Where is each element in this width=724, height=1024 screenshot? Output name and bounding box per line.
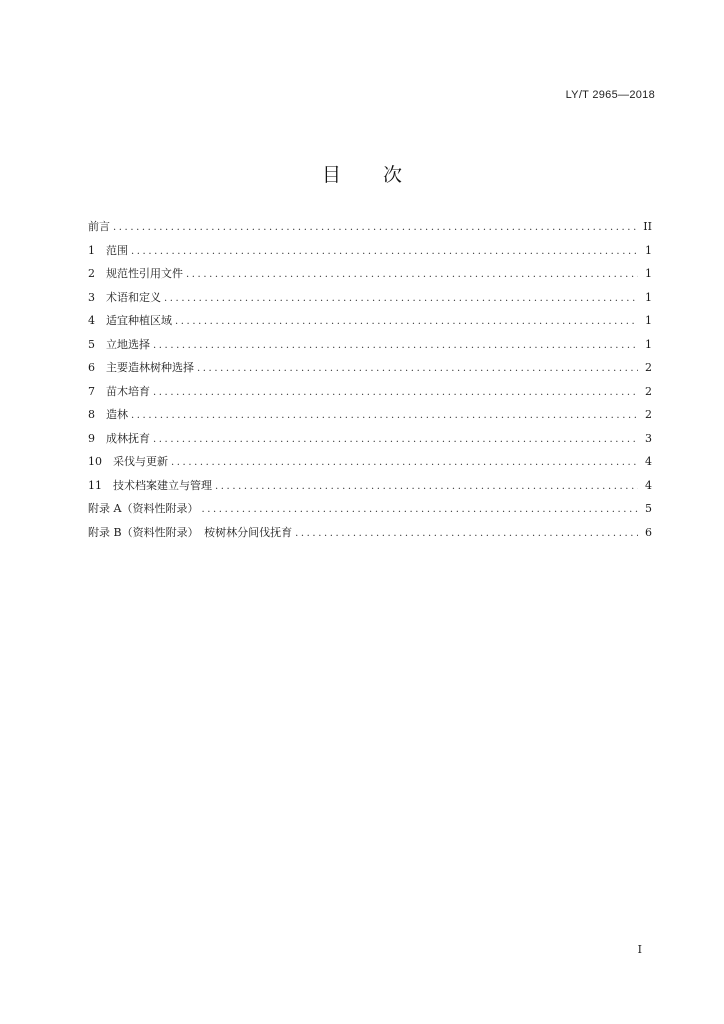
toc-entry-label: 5 立地选择: [88, 337, 150, 351]
toc-leader-dots: [131, 246, 638, 257]
standard-code: LY/T 2965—2018: [565, 89, 655, 101]
page-number: I: [637, 943, 642, 956]
toc-entry-page: II: [643, 220, 652, 233]
toc-entry-label: 10 采伐与更新: [88, 455, 168, 468]
toc-entry-label: 前言: [88, 220, 110, 233]
toc-leader-dots: [171, 457, 638, 468]
toc-leader-dots: [153, 434, 638, 445]
toc-entry-page: 4: [645, 478, 652, 492]
toc-leader-dots: [153, 387, 638, 398]
toc-entry-site-selection[interactable]: [88, 336, 652, 360]
toc-entry-page: 5: [645, 502, 652, 515]
toc-entry-species-selection[interactable]: [88, 359, 652, 383]
toc-entry-page: 4: [645, 455, 652, 468]
toc-entry-page: 1: [645, 267, 652, 280]
toc-entry-page: 6: [645, 525, 652, 539]
toc-entry-page: 3: [645, 431, 652, 445]
toc-entry-label: 附录 B（资料性附录） 桉树林分间伐抚育: [88, 525, 293, 539]
toc-entry-page: 1: [645, 314, 652, 327]
toc-entry-label: 2 规范性引用文件: [88, 267, 183, 280]
toc-entry-afforestation[interactable]: [88, 406, 652, 430]
toc-entry-label: 1 范围: [88, 243, 128, 257]
table-of-contents: [88, 218, 652, 547]
toc-entry-label: 7 苗木培育: [88, 384, 150, 398]
page-title: 目 次: [321, 164, 421, 186]
toc-entry-page: 1: [645, 243, 652, 257]
toc-entry-terms-definitions[interactable]: [88, 289, 652, 313]
toc-entry-label: 6 主要造林树种选择: [88, 361, 194, 374]
toc-leader-dots: [186, 269, 638, 280]
toc-leader-dots: [131, 410, 638, 421]
toc-leader-dots: [175, 316, 638, 327]
toc-entry-label: 4 适宜种植区域: [88, 314, 172, 327]
toc-entry-page: 1: [645, 290, 652, 304]
toc-entry-harvest-regeneration[interactable]: [88, 453, 652, 477]
toc-leader-dots: [215, 481, 638, 492]
toc-entry-stand-tending[interactable]: [88, 430, 652, 454]
toc-leader-dots: [153, 340, 638, 351]
toc-leader-dots: [164, 293, 638, 304]
toc-entry-label: 11 技术档案建立与管理: [88, 478, 212, 492]
toc-leader-dots: [295, 528, 638, 539]
toc-entry-scope[interactable]: [88, 242, 652, 266]
toc-entry-seedling-cultivation[interactable]: [88, 383, 652, 407]
toc-entry-technical-archives[interactable]: [88, 477, 652, 501]
toc-entry-suitable-areas[interactable]: [88, 312, 652, 336]
toc-entry-page: 1: [645, 337, 652, 351]
toc-entry-page: 2: [645, 384, 652, 398]
toc-entry-label: 8 造林: [88, 408, 128, 421]
toc-leader-dots: [201, 504, 638, 515]
toc-entry-normative-references[interactable]: [88, 265, 652, 289]
toc-entry-label: 附录 A（资料性附录）: [88, 502, 199, 515]
toc-entry-foreword[interactable]: [88, 218, 652, 242]
toc-entry-page: 2: [645, 408, 652, 421]
toc-entry-page: 2: [645, 361, 652, 374]
toc-entry-appendix-a[interactable]: [88, 500, 652, 524]
toc-leader-dots: [197, 363, 638, 374]
toc-entry-label: 9 成林抚育: [88, 431, 150, 445]
toc-entry-label: 3 术语和定义: [88, 290, 161, 304]
toc-entry-appendix-b[interactable]: [88, 524, 652, 548]
toc-leader-dots: [113, 222, 638, 233]
